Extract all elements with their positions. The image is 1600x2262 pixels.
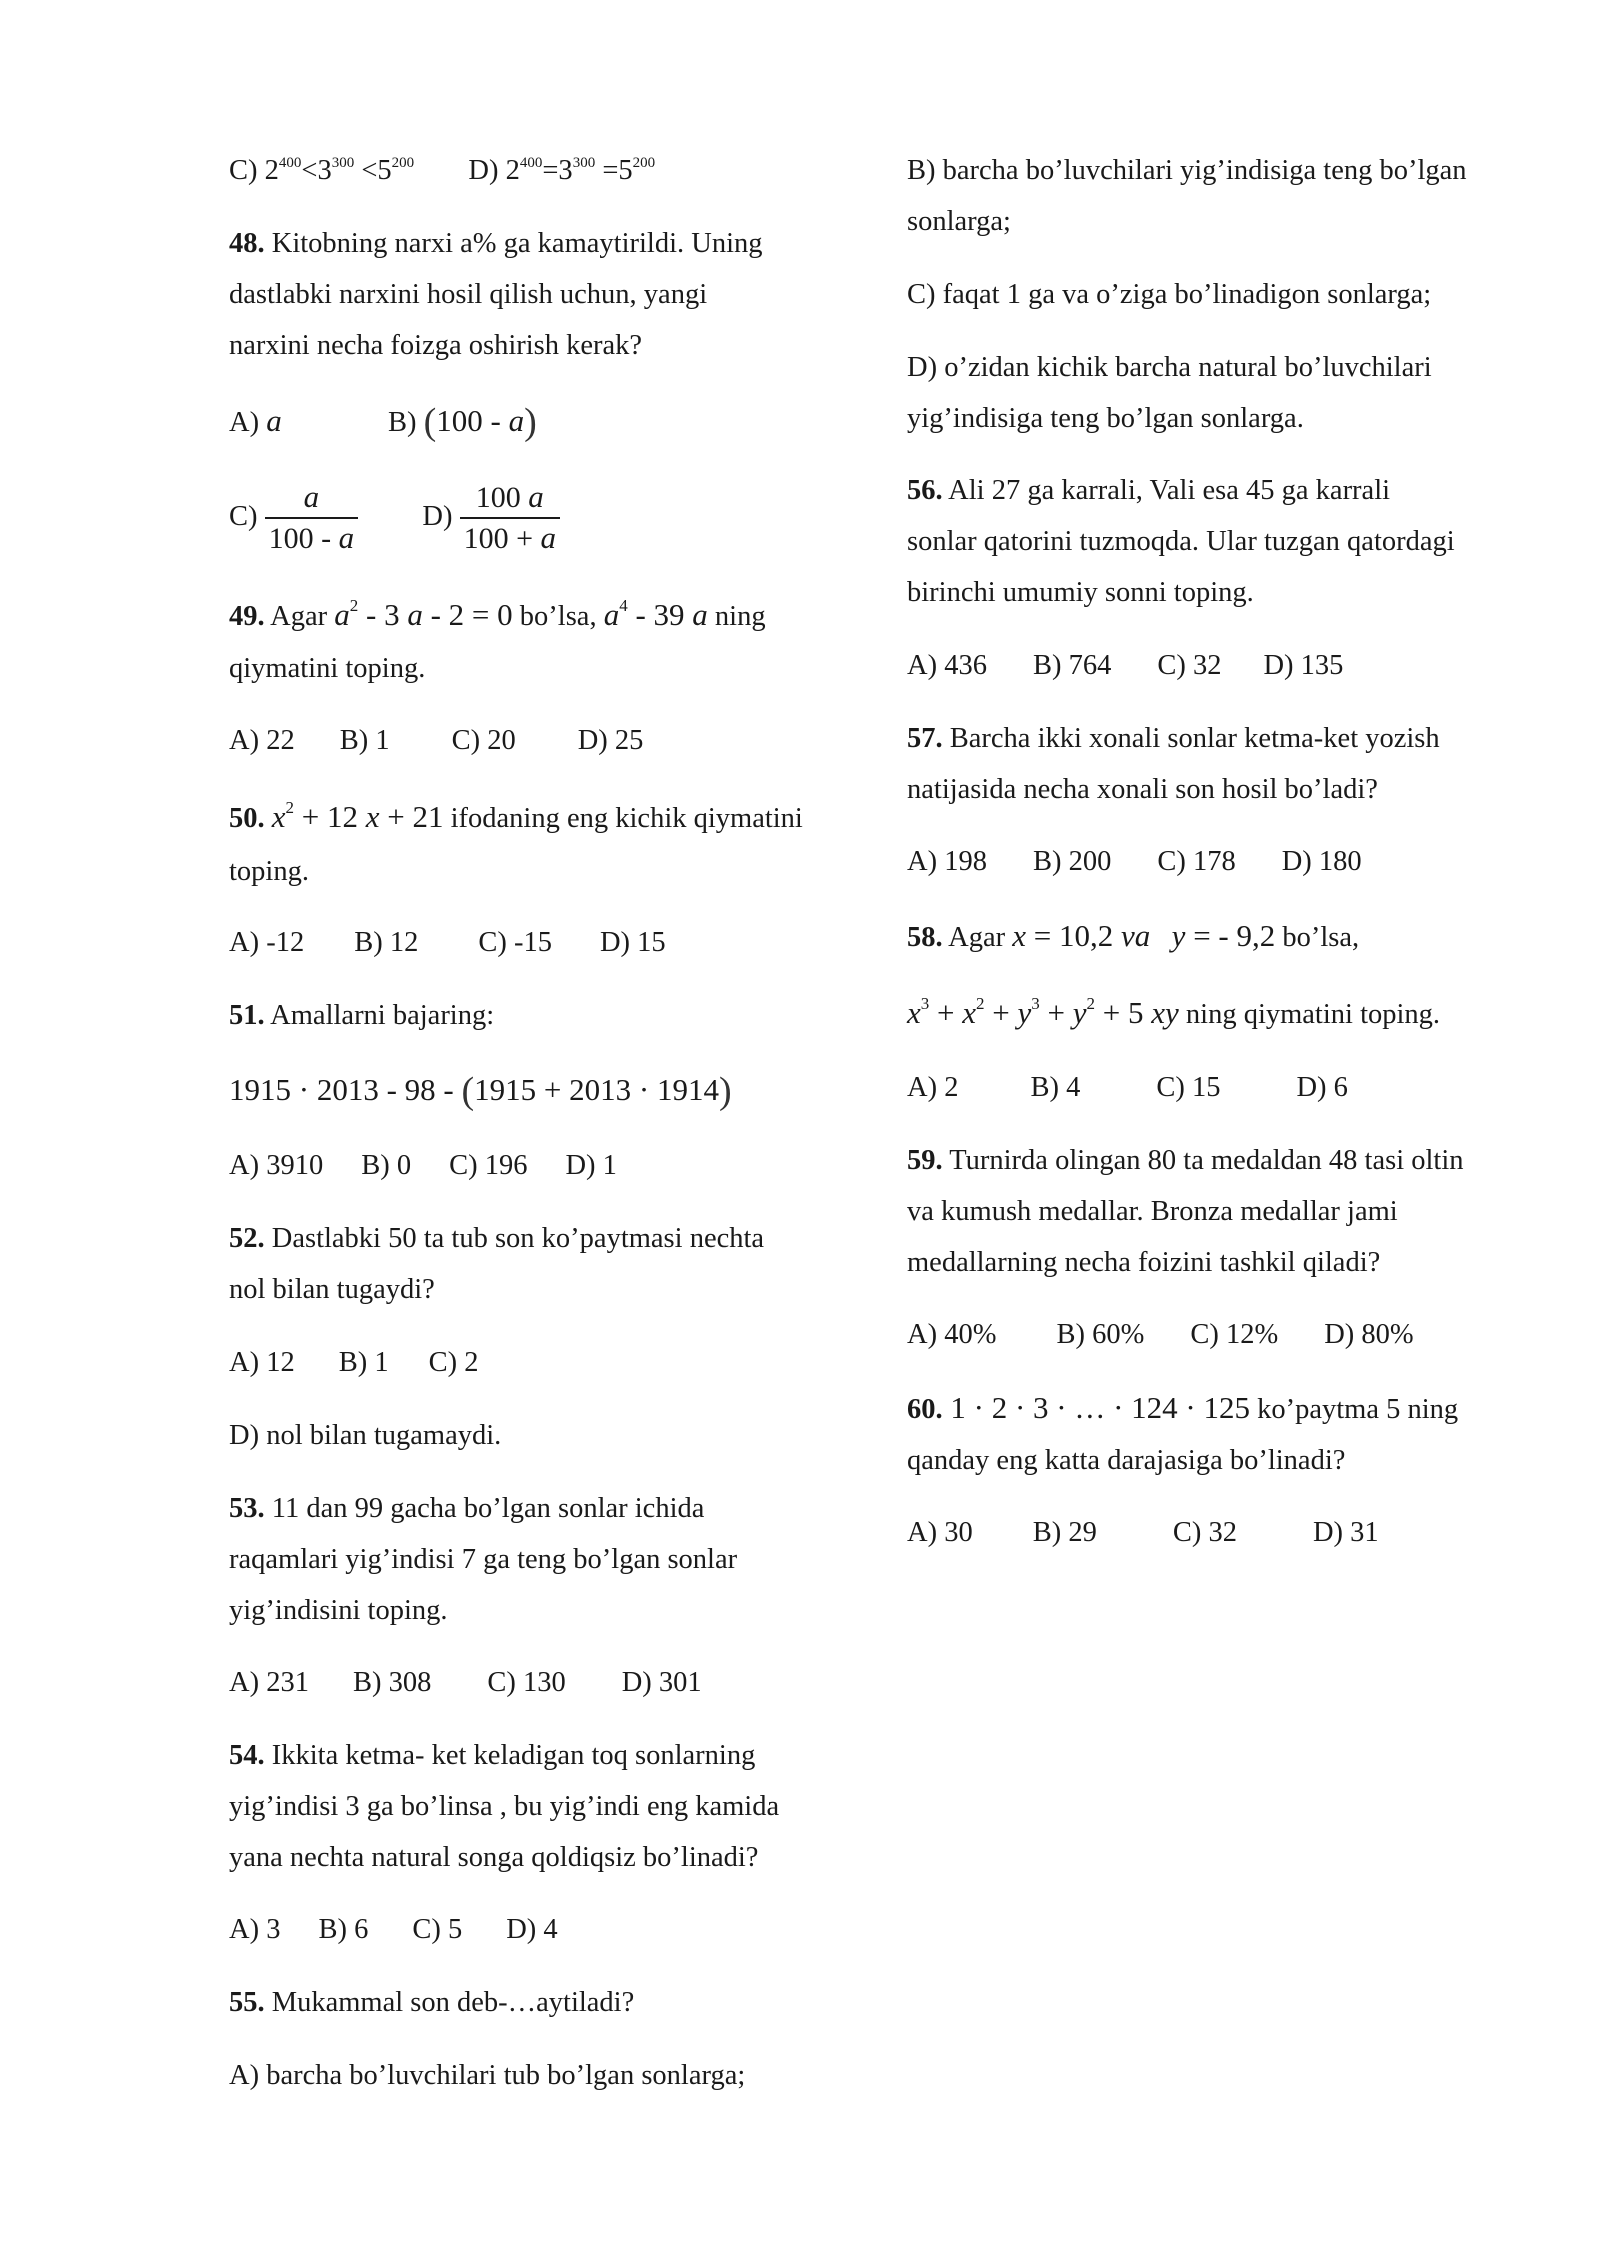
option-c-part: <3 [301, 155, 332, 186]
text: Barcha ikki xonali sonlar ketma-ket yozish [942, 723, 1440, 754]
text: ning [707, 601, 766, 632]
exponent: 2 [349, 596, 359, 615]
q55-option-a: A) barcha bo’luvchilari tub bo’lgan sonlarga; [229, 2060, 746, 2091]
exponent: 400 [519, 155, 543, 171]
option-c: C) 12% [1190, 1319, 1279, 1350]
q53-text-line: raqamlari yig’indisi 7 ga teng bo’lgan sonlar [229, 1544, 738, 1575]
math: - 3 [358, 597, 408, 632]
q59-options [907, 1309, 1414, 1360]
option-b: B) 200 [1032, 846, 1112, 877]
question-number: 56. [907, 475, 943, 506]
text: Dastlabki 50 ta tub son ko’paytmasi nechta [264, 1223, 765, 1254]
math-var: a [540, 520, 556, 556]
exponent: 2 [1086, 994, 1096, 1013]
q54-text-line: yana nechta natural songa qoldiqsiz bo’linadi? [229, 1842, 759, 1873]
math-var: a [334, 597, 350, 632]
exponent: 2 [976, 994, 985, 1013]
math-var: a [266, 403, 282, 438]
option-c: C) 32 [1172, 1517, 1237, 1548]
q58-expression [907, 987, 1440, 1040]
option-c: C) 196 [449, 1150, 528, 1181]
math-var: a [603, 597, 620, 632]
option-d: D) [422, 501, 460, 532]
math-var: x [365, 799, 380, 834]
option-b: B) 764 [1032, 650, 1112, 681]
q54-options [229, 1904, 558, 1955]
q55-option-b-line: sonlarga; [907, 206, 1011, 237]
q51-text [229, 990, 494, 1041]
exponent: 200 [391, 155, 415, 171]
text: Agar [264, 601, 335, 632]
q60-text-line: qanday eng katta darajasiga bo’linadi? [907, 1445, 1346, 1476]
math-var: a [528, 479, 544, 515]
option-a: A) 40% [907, 1319, 997, 1350]
option-b: B) 60% [1056, 1319, 1145, 1350]
q47-options-cd [229, 145, 655, 196]
q58-text [907, 910, 1359, 963]
exponent: 2 [285, 798, 295, 817]
math: = - 9,2 [1185, 918, 1276, 953]
option-a: A) 231 [229, 1667, 309, 1698]
q55-option-c: C) faqat 1 ga va o’ziga bo’linadigon sonlarga; [907, 279, 1432, 310]
q52-text-line: nol bilan tugaydi? [229, 1274, 435, 1305]
exponent: 3 [920, 994, 930, 1013]
q50-text-line: toping. [229, 856, 309, 887]
math: 1915 + 2013 · 1914 [474, 1072, 719, 1107]
math-word: va [1121, 918, 1151, 953]
exponent: 200 [632, 155, 656, 171]
q56-text-line: birinchi umumiy sonni toping. [907, 577, 1254, 608]
q60-options [907, 1507, 1379, 1558]
text: Amallarni bajaring: [264, 1000, 495, 1031]
option-b: B) 308 [352, 1667, 432, 1698]
option-c: C) -15 [478, 927, 552, 958]
q49-text-line: qiymatini toping. [229, 653, 426, 684]
text: Agar [942, 922, 1013, 953]
option-c: C) 130 [487, 1667, 566, 1698]
text: Ali 27 ga karrali, Vali esa 45 ga karrali [942, 475, 1391, 506]
option-b: B) 6 [318, 1914, 369, 1945]
option-d: D) 2 [468, 155, 520, 186]
option-d: D) 15 [599, 927, 666, 958]
q58-options [907, 1062, 1348, 1113]
q56-text [907, 465, 1390, 516]
q60-text [907, 1382, 1458, 1435]
math: + 12 [294, 799, 366, 834]
option-a: A) [229, 407, 267, 438]
question-number: 51. [229, 1000, 265, 1031]
math-var: x [271, 799, 286, 834]
option-c: C) 15 [1156, 1072, 1221, 1103]
q53-options [229, 1657, 702, 1708]
text: Turnirda olingan 80 ta medaldan 48 tasi oltin [942, 1145, 1464, 1176]
q51-expression [229, 1064, 732, 1117]
option-a: A) -12 [229, 927, 305, 958]
q50-text [229, 791, 803, 844]
q48-text [229, 218, 762, 269]
option-d-part: =5 [595, 155, 633, 186]
math-var: a [338, 520, 355, 556]
option-d: D) 180 [1281, 846, 1362, 877]
q51-options [229, 1140, 617, 1191]
option-c-part: <5 [354, 155, 392, 186]
q52-options [229, 1337, 478, 1388]
math: + [929, 995, 963, 1030]
text: ko’paytma 5 ning [1250, 1394, 1459, 1425]
option-b: B) 12 [354, 927, 419, 958]
math: = 10,2 [1026, 918, 1122, 953]
question-number: 59. [907, 1145, 943, 1176]
q59-text [907, 1135, 1464, 1186]
text: 11 dan 99 gacha bo’lgan sonlar ichida [264, 1493, 705, 1524]
option-c: C) 178 [1157, 846, 1236, 877]
math: + [984, 995, 1018, 1030]
q54-text-line: yig’indisi 3 ga bo’linsa , bu yig’indi eng kamida [229, 1791, 780, 1822]
q56-options [907, 640, 1343, 691]
option-b: B) [387, 407, 424, 438]
q59-text-line: medallarning necha foizini tashkil qiladi? [907, 1247, 1381, 1278]
option-b: B) 1 [339, 725, 390, 756]
math-var: y [1072, 995, 1087, 1030]
q55-option-d-line: yig’indisiga teng bo’lgan sonlarga. [907, 403, 1304, 434]
option-a: A) 3 [229, 1914, 281, 1945]
q49-options [229, 715, 643, 766]
q57-text-line: natijasida necha xonali son hosil bo’ladi? [907, 774, 1378, 805]
math-var: a [303, 479, 320, 515]
question-number: 53. [229, 1493, 265, 1524]
math: + [1039, 995, 1073, 1030]
q53-text-line: yig’indisini toping. [229, 1595, 448, 1626]
math: 100 - [436, 403, 509, 438]
q55-option-d: D) o’zidan kichik barcha natural bo’luvchilari [907, 352, 1432, 383]
math: + 21 [379, 799, 444, 834]
math-var: a [508, 403, 525, 438]
option-d: D) 25 [577, 725, 644, 756]
paren: ( [423, 401, 437, 443]
q48-text-line: dastlabki narxini hosil qilish uchun, yangi [229, 279, 708, 310]
option-c: C) 5 [412, 1914, 463, 1945]
text: Mukammal son deb-…aytiladi? [264, 1987, 635, 2018]
option-d: D) 31 [1312, 1517, 1379, 1548]
exponent: 3 [1031, 994, 1040, 1013]
math-var: x [1012, 918, 1027, 953]
math-var: x [962, 995, 977, 1030]
option-d: D) 135 [1263, 650, 1344, 681]
option-c: C) 20 [451, 725, 516, 756]
option-a: A) 3910 [229, 1150, 324, 1181]
option-d: D) 6 [1296, 1072, 1348, 1103]
text: Ikkita ketma- ket keladigan toq sonlarning [264, 1740, 756, 1771]
text: ning qiymatini toping. [1178, 999, 1441, 1030]
q50-options [229, 917, 666, 968]
math: 100 [475, 481, 529, 515]
exponent: 4 [619, 596, 628, 615]
option-a: A) 22 [229, 725, 295, 756]
text: bo’lsa, [512, 601, 604, 632]
option-c: C) 2 [229, 155, 279, 186]
text: bo’lsa, [1275, 922, 1360, 953]
question-number: 49. [229, 601, 265, 632]
q49-text [229, 589, 766, 642]
q55-text [229, 1977, 634, 2028]
question-number: 50. [229, 803, 265, 834]
math: + 5 [1095, 995, 1152, 1030]
math: - 2 = 0 [422, 597, 513, 632]
fraction [265, 478, 359, 558]
option-a: A) 436 [907, 650, 987, 681]
option-c: C) 32 [1157, 650, 1222, 681]
paren: ) [524, 401, 537, 443]
option-d: D) 80% [1324, 1319, 1414, 1350]
question-number: 55. [229, 1987, 265, 2018]
q48-text-line: narxini necha foizga oshirish kerak? [229, 330, 643, 361]
question-number: 57. [907, 723, 943, 754]
option-d: D) 1 [565, 1150, 617, 1181]
question-number: 58. [907, 922, 943, 953]
q56-text-line: sonlar qatorini tuzmoqda. Ular tuzgan qatordagi [907, 526, 1455, 557]
q52-option-d: D) nol bilan tugamaydi. [229, 1420, 502, 1451]
math: 1915 · 2013 - 98 - [229, 1072, 462, 1107]
math: 100 + [463, 522, 541, 556]
math-var: xy [1151, 995, 1179, 1030]
option-d: D) 301 [621, 1667, 702, 1698]
paren: ) [718, 1070, 732, 1112]
q55-option-b: B) barcha bo’luvchilari yig’indisiga teng bo’lgan [907, 155, 1467, 186]
math-var: x [907, 995, 921, 1030]
math: 100 - [268, 522, 339, 556]
math: 1 · 2 · 3 · … · 124 · 125 [942, 1390, 1250, 1425]
math-var: y [1171, 918, 1186, 953]
exponent: 300 [572, 155, 596, 171]
option-b: B) 29 [1032, 1517, 1097, 1548]
question-number: 52. [229, 1223, 265, 1254]
exponent: 300 [331, 155, 355, 171]
option-c: C) 2 [428, 1347, 479, 1378]
math-var: a [407, 597, 423, 632]
q48-options-ab [229, 395, 537, 448]
option-a: A) 12 [229, 1347, 295, 1378]
question-number: 54. [229, 1740, 265, 1771]
question-number: 48. [229, 228, 265, 259]
fraction [460, 478, 560, 558]
option-b: B) 0 [361, 1150, 412, 1181]
math: - 39 [627, 597, 693, 632]
question-line: Kitobning narxi a% ga kamaytirildi. Uning [264, 228, 763, 259]
math-var: a [692, 597, 708, 632]
option-d-part: =3 [542, 155, 573, 186]
q53-text [229, 1483, 704, 1534]
q59-text-line: va kumush medallar. Bronza medallar jami [907, 1196, 1398, 1227]
math-var: y [1017, 995, 1032, 1030]
option-a: A) 198 [907, 846, 987, 877]
question-number: 60. [907, 1394, 943, 1425]
text: ifodaning eng kichik qiymatini [443, 803, 803, 834]
q54-text [229, 1730, 755, 1781]
q57-text [907, 713, 1440, 764]
option-b: B) 4 [1030, 1072, 1081, 1103]
option-c: C) [229, 501, 265, 532]
q52-text [229, 1213, 764, 1264]
q48-options-cd [229, 475, 560, 559]
paren: ( [461, 1070, 475, 1112]
option-d: D) 4 [506, 1914, 558, 1945]
q57-options [907, 836, 1362, 887]
option-a: A) 30 [907, 1517, 973, 1548]
option-a: A) 2 [907, 1072, 959, 1103]
exponent: 400 [278, 155, 302, 171]
option-b: B) 1 [338, 1347, 389, 1378]
